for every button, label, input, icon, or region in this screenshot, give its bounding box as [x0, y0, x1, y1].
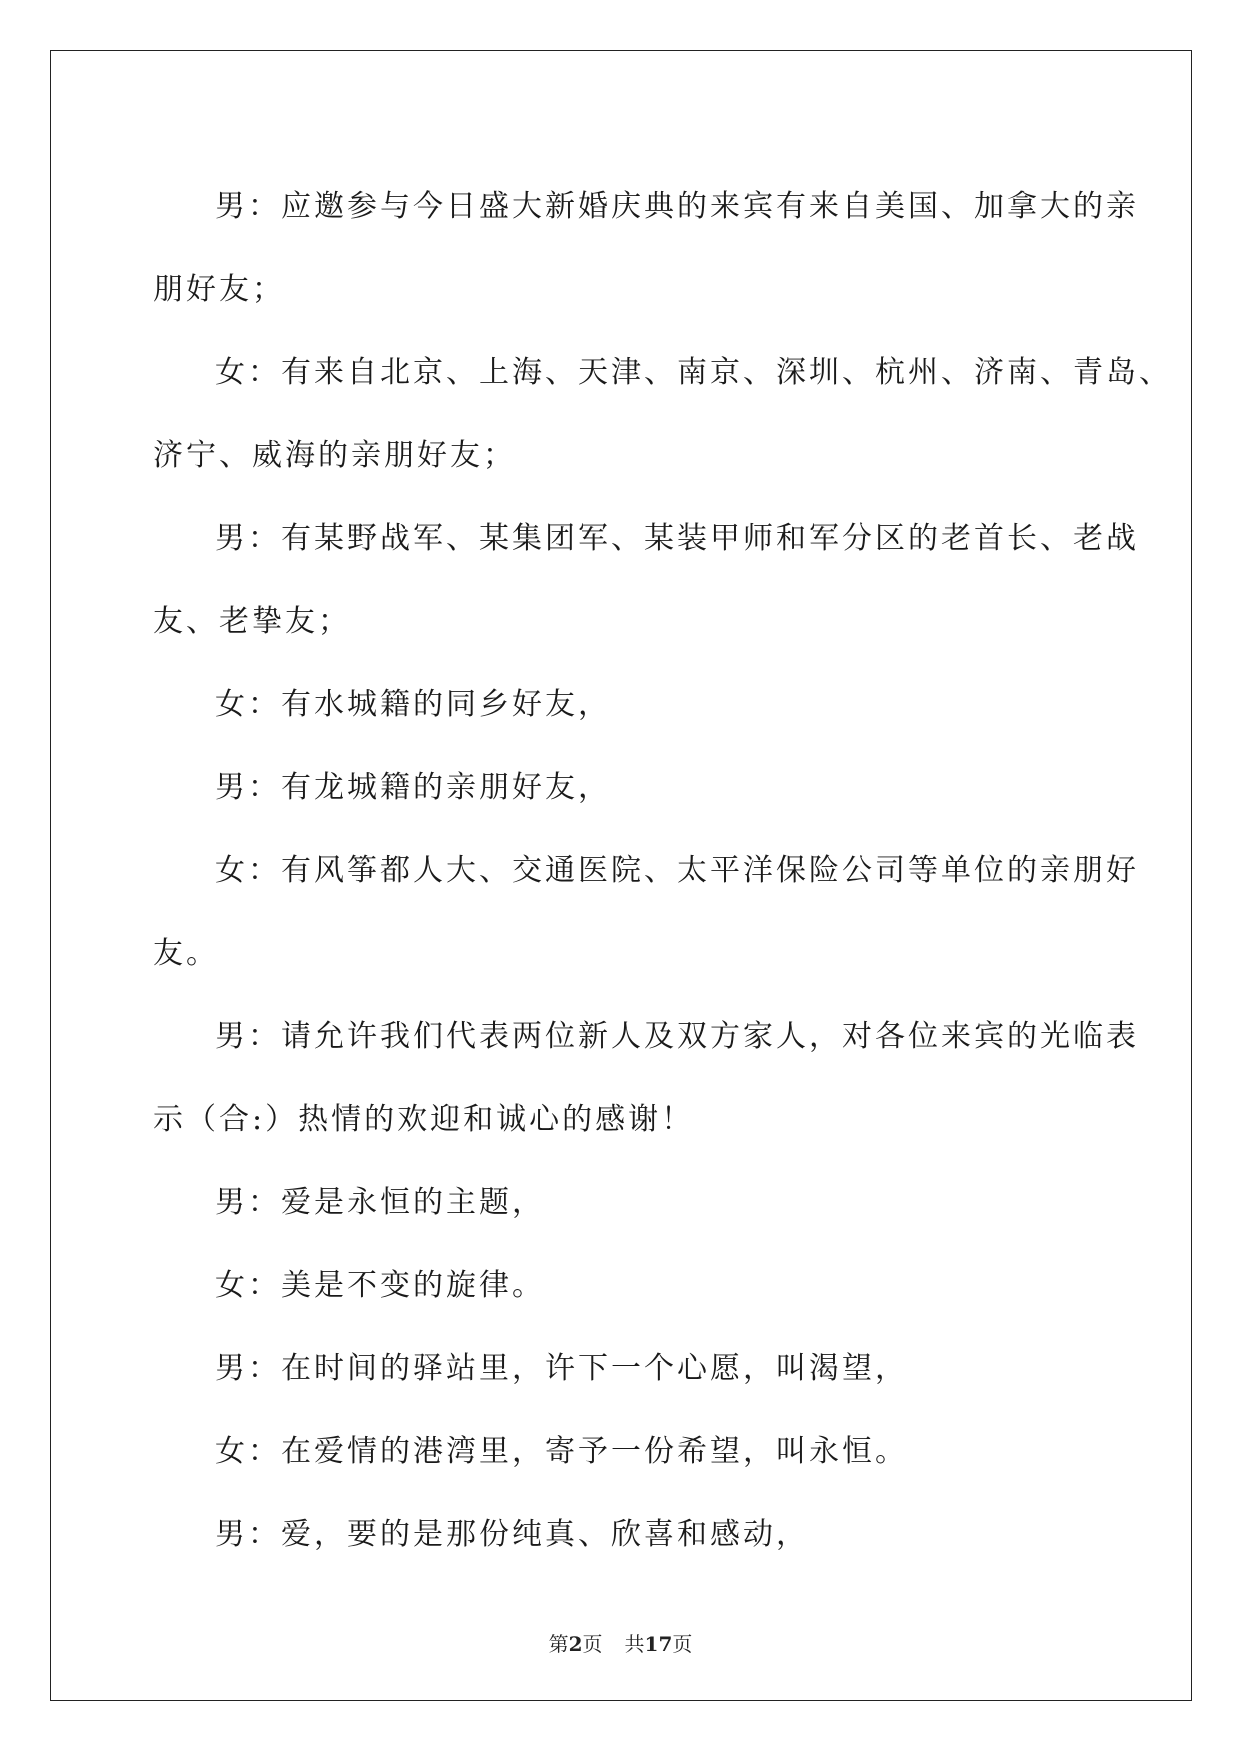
text-line: 男：有某野战军、某集团军、某装甲师和军分区的老首长、老战 — [215, 521, 1139, 556]
document-body — [153, 165, 1172, 1576]
total-prefix: 共 — [624, 1632, 645, 1656]
text-line: 男：有龙城籍的亲朋好友， — [215, 770, 611, 805]
paragraph — [153, 995, 1139, 1161]
text-line: 男：应邀参与今日盛大新婚庆典的来宾有来自美国、加拿大的亲 — [215, 189, 1139, 224]
text-line: 男：爱是永恒的主题， — [215, 1185, 545, 1220]
total-pages: 17 — [644, 1632, 673, 1656]
text-line: 男：爱，要的是那份纯真、欣喜和感动， — [215, 1517, 809, 1552]
text-line: 朋好友； — [153, 272, 285, 307]
text-line: 济宁、威海的亲朋好友； — [153, 438, 516, 473]
page-number: 2 — [568, 1632, 583, 1656]
paragraph — [153, 829, 1139, 995]
text-line: 女：有来自北京、上海、天津、南京、深圳、杭州、济南、青岛、 — [215, 355, 1172, 390]
text-line: 男：在时间的驿站里，许下一个心愿，叫渴望， — [215, 1351, 908, 1386]
text-line: 友、老挚友； — [153, 604, 351, 639]
paragraph — [153, 497, 1139, 663]
paragraph — [153, 746, 1097, 829]
page-footer — [0, 1628, 1241, 1657]
text-line: 友。 — [153, 936, 219, 971]
text-line: 女：在爱情的港湾里，寄予一份希望，叫永恒。 — [215, 1434, 908, 1469]
total-unit: 页 — [672, 1632, 693, 1656]
paragraph — [153, 1161, 1097, 1244]
paragraph — [153, 1327, 1097, 1410]
page-prefix: 第 — [548, 1632, 569, 1656]
paragraph — [153, 1244, 1097, 1327]
text-line: 男：请允许我们代表两位新人及双方家人，对各位来宾的光临表 — [215, 1019, 1139, 1054]
paragraph — [153, 1410, 1097, 1493]
paragraph — [153, 165, 1139, 331]
paragraph — [153, 1493, 1097, 1576]
text-line: 女：有风筝都人大、交通医院、太平洋保险公司等单位的亲朋好 — [215, 853, 1139, 888]
text-line: 女：美是不变的旋律。 — [215, 1268, 545, 1303]
paragraph — [153, 331, 1172, 497]
text-line: 女：有水城籍的同乡好友， — [215, 687, 611, 722]
page-unit: 页 — [582, 1632, 603, 1656]
text-line: 示（合:）热情的欢迎和诚心的感谢！ — [153, 1102, 695, 1137]
paragraph — [153, 663, 1097, 746]
